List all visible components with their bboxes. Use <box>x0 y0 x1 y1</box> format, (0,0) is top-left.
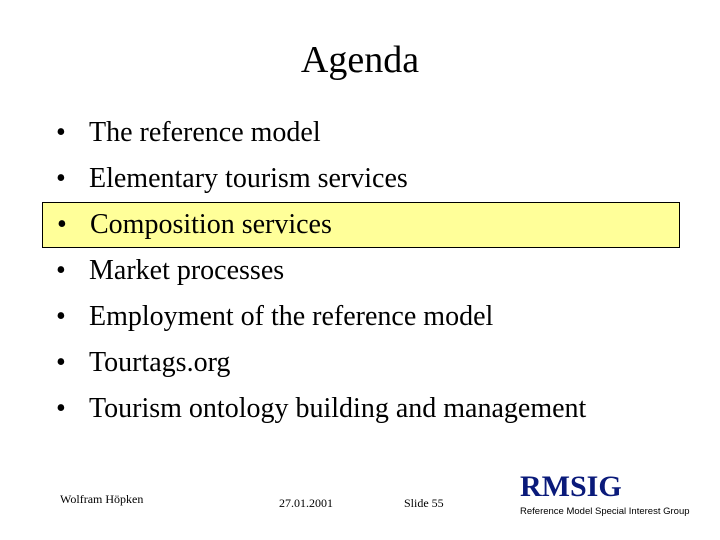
bullet-icon: • <box>56 255 66 286</box>
agenda-item-ontology <box>0 386 720 432</box>
agenda-item-employment <box>0 294 720 340</box>
agenda-item-label: Elementary tourism services <box>89 163 408 194</box>
footer-date: 27.01.2001 <box>279 496 333 510</box>
footer-slide-number: Slide 55 <box>404 496 444 510</box>
agenda-list <box>0 110 720 432</box>
bullet-icon: • <box>56 301 66 332</box>
agenda-item-label: Market processes <box>89 255 285 286</box>
bullet-icon: • <box>56 393 66 424</box>
agenda-item-label: Tourism ontology building and management <box>89 393 587 424</box>
agenda-item-reference-model <box>0 110 720 156</box>
agenda-item-label: Tourtags.org <box>89 347 231 378</box>
logo-mark: RMSIG <box>520 470 622 503</box>
agenda-item-composition-services <box>42 202 680 248</box>
agenda-item-label: Composition services <box>90 208 332 240</box>
bullet-icon: • <box>57 208 67 240</box>
bullet-icon: • <box>56 347 66 378</box>
slide-title: Agenda <box>300 39 420 81</box>
bullet-icon: • <box>56 117 66 148</box>
logo-subtitle: Reference Model Special Interest Group <box>520 506 690 517</box>
footer-author: Wolfram Höpken <box>60 492 144 506</box>
agenda-item-label: Employment of the reference model <box>89 301 494 332</box>
bullet-icon: • <box>56 163 66 194</box>
agenda-item-elementary-services <box>0 156 720 202</box>
agenda-item-market-processes <box>0 248 720 294</box>
rmsig-logo <box>520 470 710 518</box>
agenda-item-label: The reference model <box>89 117 321 148</box>
agenda-item-tourtags <box>0 340 720 386</box>
